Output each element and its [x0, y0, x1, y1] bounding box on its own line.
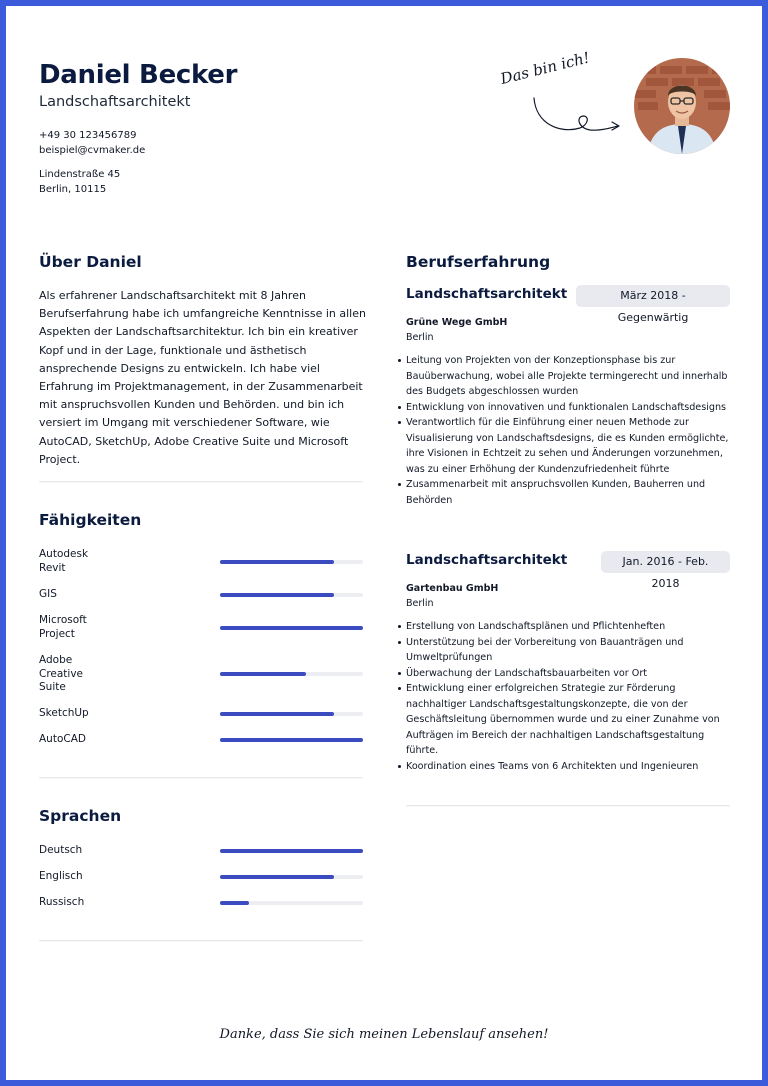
section-divider	[406, 805, 730, 806]
phone-number: +49 30 123456789	[39, 130, 137, 141]
skill-bar	[220, 672, 363, 676]
language-label: Russisch	[39, 896, 85, 908]
language-bar	[220, 849, 363, 853]
skill-label: Adobe Creative Suite	[39, 654, 84, 693]
list-item: Überwachung der Landschaftsbauarbeiten vor Ort	[406, 666, 732, 682]
about-text: Als erfahrener Landschaftsarchitekt mit 8 Jahren Berufserfahrung habe ich umfangreiche Kenntnisse in allen Aspekten der Landschaftsarchitektur. Ich bin ein kreativer Kopf und in der Lage, funktionale und ästhetisch ansprechende Designs zu entwickeln. Ich habe viel Erfahrung im Projektmanagement, in der Zusammenarbeit mit anspruchsvollen Kunden und Behörden. und bin ich versiert im Umgang mit verschiedener Software, wie AutoCAD, SketchUp, Adobe Creative Suite und Microsoft Project.	[39, 289, 366, 466]
skill-bar-fill	[220, 712, 334, 716]
curved-arrow-icon	[530, 94, 622, 140]
job-company: Gartenbau GmbH	[406, 583, 499, 594]
languages-section-title: Sprachen	[39, 807, 122, 825]
skill-bar	[220, 626, 363, 630]
list-item: Leitung von Projekten von der Konzeptionsphase bis zur Bauüberwachung, wobei alle Projekte termingerecht und innerhalb des Budgets abgeschlossen wurden	[406, 353, 732, 400]
job-date-badge: Jan. 2016 - Feb. 2018	[601, 551, 730, 573]
job-title: Landschaftsarchitekt	[406, 552, 568, 568]
list-item: Verantwortlich für die Einführung einer neuen Methode zur Visualisierung von Landschaftsdesigns, die es Kunden ermöglichte, ihre Visionen in Echtzeit zu sehen und Änderungen vorzunehmen, was zu einer Erhöhung der Kundenzufriedenheit führte	[406, 415, 732, 477]
skill-label: AutoCAD	[39, 733, 86, 745]
skill-label: Microsoft Project	[39, 614, 87, 640]
profile-photo	[634, 58, 730, 154]
job-date-badge: März 2018 - Gegenwärtig	[576, 285, 730, 307]
list-item: Erstellung von Landschaftsplänen und Pflichtenheften	[406, 619, 732, 635]
address-street: Lindenstraße 45	[39, 169, 121, 180]
candidate-title: Landschaftsarchitekt	[39, 94, 191, 110]
skill-bar	[220, 712, 363, 716]
address-city: Berlin, 10115	[39, 184, 107, 195]
skill-bar-fill	[220, 672, 306, 676]
job-company: Grüne Wege GmbH	[406, 317, 508, 328]
experience-section-title: Berufserfahrung	[406, 253, 551, 271]
job-city: Berlin	[406, 332, 434, 343]
skills-section-title: Fähigkeiten	[39, 511, 142, 529]
skill-bar-fill	[220, 626, 363, 630]
list-item: Entwicklung von innovativen und funktionalen Landschaftsdesigns	[406, 400, 732, 416]
language-label: Englisch	[39, 870, 83, 882]
language-bar-fill	[220, 849, 363, 853]
footer-thanks: Danke, dass Sie sich meinen Lebenslauf ansehen!	[219, 1027, 549, 1042]
handwritten-note: Das bin ich!	[498, 48, 592, 88]
skill-bar-fill	[220, 738, 363, 742]
skill-bar-fill	[220, 560, 334, 564]
list-item: Unterstützung bei der Vorbereitung von Bauanträgen und Umweltprüfungen	[406, 635, 732, 666]
skill-bar	[220, 738, 363, 742]
section-divider	[39, 481, 363, 482]
language-bar	[220, 875, 363, 879]
list-item: Zusammenarbeit mit anspruchsvollen Kunden, Bauherren und Behörden	[406, 477, 732, 508]
skill-bar	[220, 593, 363, 597]
job-responsibilities	[406, 619, 732, 774]
language-bar-fill	[220, 901, 249, 905]
skill-bar	[220, 560, 363, 564]
language-label: Deutsch	[39, 844, 83, 856]
about-section-title: Über Daniel	[39, 253, 142, 271]
skill-label: Autodesk Revit	[39, 548, 89, 574]
cv-page	[6, 6, 762, 1080]
language-bar	[220, 901, 363, 905]
list-item: Koordination eines Teams von 6 Architekten und Ingenieuren	[406, 759, 732, 775]
job-city: Berlin	[406, 598, 434, 609]
section-divider	[39, 940, 363, 941]
job-responsibilities	[406, 353, 732, 508]
candidate-name: Daniel Becker	[39, 60, 238, 90]
list-item: Entwicklung einer erfolgreichen Strategie zur Förderung nachhaltiger Landschaftsgestaltungskonzepte, die von der Geschäftsleitung übernommen wurde und zu einer Zunahme von Aufträgen im Bereich der nachhaltigen Landschaftsgestaltung führte.	[406, 681, 732, 759]
skill-label: GIS	[39, 588, 57, 600]
skill-bar-fill	[220, 593, 334, 597]
skill-label: SketchUp	[39, 707, 89, 719]
email-address: beispiel@cvmaker.de	[39, 145, 146, 156]
section-divider	[39, 777, 363, 778]
job-title: Landschaftsarchitekt	[406, 286, 568, 302]
language-bar-fill	[220, 875, 334, 879]
